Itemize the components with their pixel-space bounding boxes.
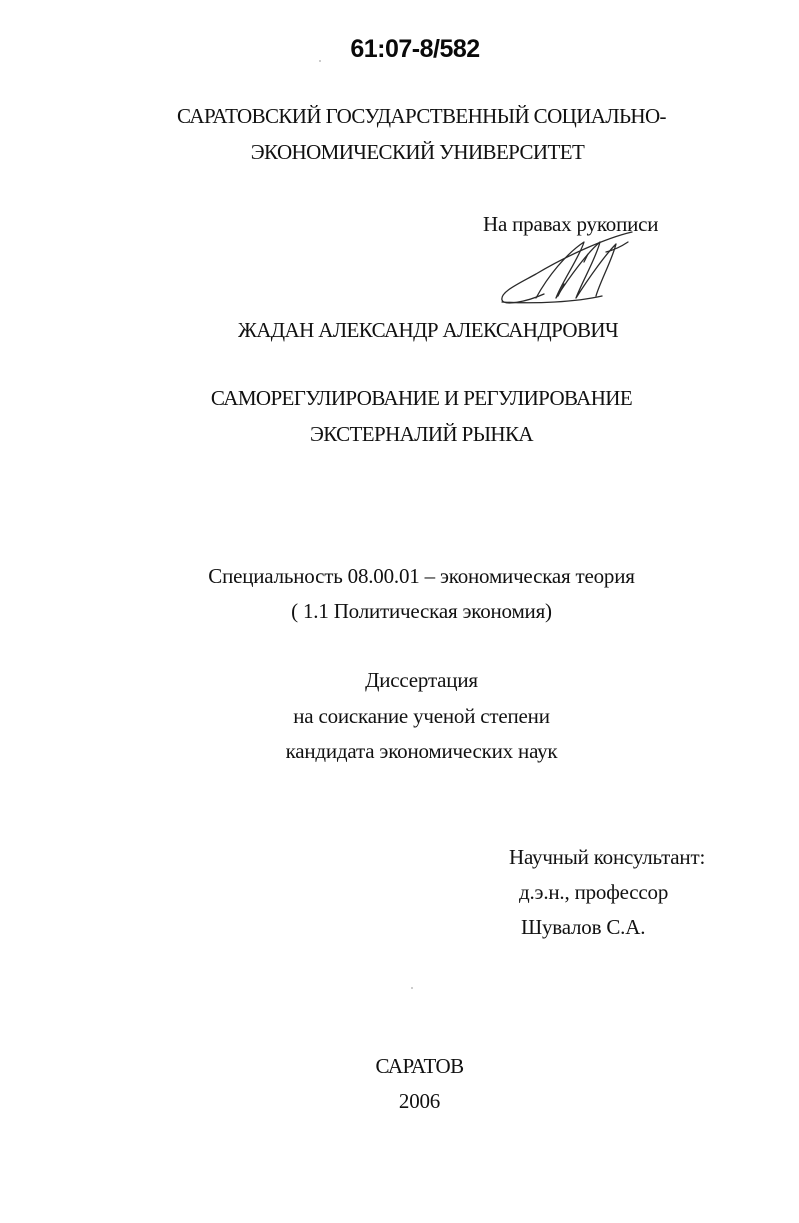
consultant-label: Научный консультант: [509, 845, 706, 869]
university-name-line-2: ЭКОНОМИЧЕСКИЙ УНИВЕРСИТЕТ [250, 140, 585, 164]
consultant-name: Шувалов С.А. [521, 915, 646, 939]
specialty-line-2: ( 1.1 Политическая экономия) [291, 599, 552, 623]
year: 2006 [398, 1089, 441, 1113]
archive-code: 61:07-8/582 [350, 35, 480, 63]
consultant-degree: д.э.н., профессор [519, 880, 669, 904]
scan-speck [411, 987, 413, 989]
city: САРАТОВ [375, 1054, 464, 1078]
degree-purpose: на соискание ученой степени [293, 704, 550, 728]
dissertation-title-line-2: ЭКСТЕРНАЛИЙ РЫНКА [310, 422, 533, 446]
dissertation-title-line-1: САМОРЕГУЛИРОВАНИЕ И РЕГУЛИРОВАНИЕ [210, 386, 633, 410]
scan-speck [319, 60, 321, 62]
manuscript-note: На правах рукописи [483, 212, 659, 236]
degree-name: кандидата экономических наук [285, 739, 558, 763]
author-name: ЖАДАН АЛЕКСАНДР АЛЕКСАНДРОВИЧ [238, 318, 619, 342]
document-type: Диссертация [365, 668, 478, 692]
author-signature [496, 226, 636, 310]
university-name-line-1: САРАТОВСКИЙ ГОСУДАРСТВЕННЫЙ СОЦИАЛЬНО- [177, 104, 666, 128]
specialty-line-1: Специальность 08.00.01 – экономическая теория [208, 564, 635, 588]
